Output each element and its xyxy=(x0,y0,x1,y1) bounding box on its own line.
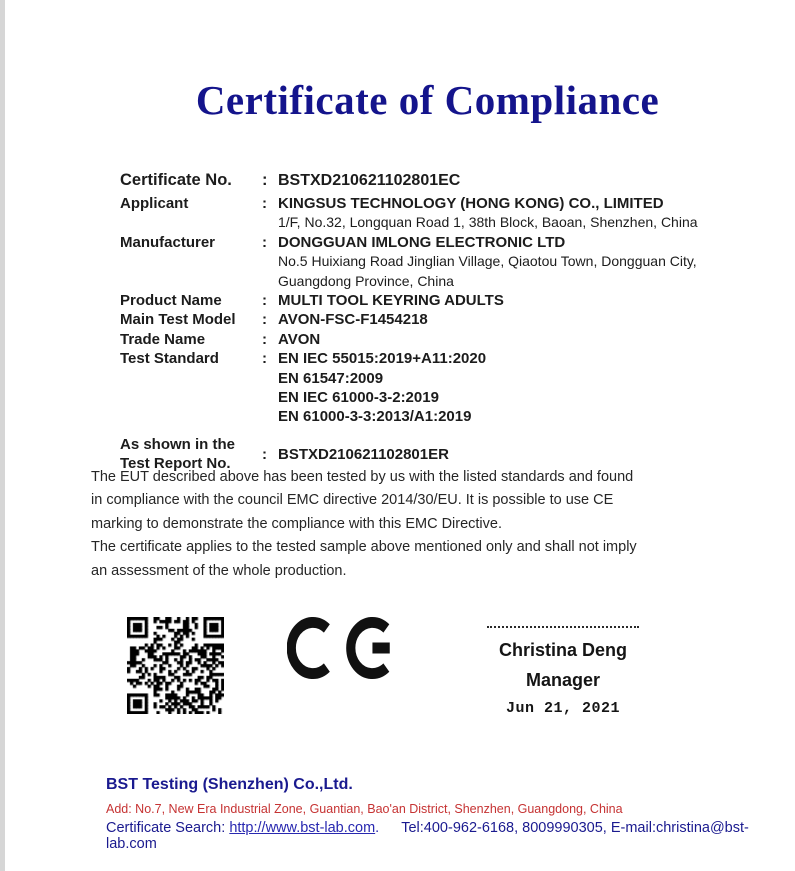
colon-separator: : xyxy=(262,445,267,463)
manufacturer-label: Manufacturer xyxy=(120,233,216,251)
link-suffix: . xyxy=(375,820,380,836)
signature-block xyxy=(468,626,658,717)
certificate-no-label: Certificate No. xyxy=(120,171,232,189)
field-row-product-name xyxy=(120,291,740,310)
colon-separator: : xyxy=(262,195,267,212)
applicant-address: 1/F, No.32, Longquan Road 1, 38th Block, Baoan, Shenzhen, China xyxy=(278,214,698,231)
manufacturer-value: DONGGUAN IMLONG ELECTRONIC LTD xyxy=(278,233,566,251)
certificate-info-table xyxy=(120,170,740,474)
main-test-model-value: AVON-FSC-F1454218 xyxy=(278,311,428,329)
colon-separator: : xyxy=(262,233,267,251)
footer xyxy=(106,776,766,852)
footer-company-name: BST Testing (Shenzhen) Co.,Ltd. xyxy=(106,776,353,793)
trade-name-label: Trade Name xyxy=(120,330,206,348)
certificate-no-value: BSTXD210621102801EC xyxy=(278,172,461,189)
test-standard-label: Test Standard xyxy=(120,350,219,368)
test-report-label: As shown in the Test Report No. xyxy=(120,435,236,473)
page-title: Certificate of Compliance xyxy=(195,77,660,123)
manufacturer-address-line2: Guangdong Province, China xyxy=(278,272,454,289)
test-standard-value-4: EN 61000-3-3:2013/A1:2019 xyxy=(278,408,472,426)
test-standard-value-3: EN IEC 61000-3-2:2019 xyxy=(278,389,439,407)
field-row-test-standard xyxy=(120,349,740,427)
test-report-value: BSTXD210621102801ER xyxy=(278,445,449,463)
statement-line: in compliance with the council EMC directive 2014/30/EU. It is possible to use CE xyxy=(91,492,614,509)
colon-separator: : xyxy=(262,311,267,329)
field-row-manufacturer xyxy=(120,233,740,291)
product-name-value: MULTI TOOL KEYRING ADULTS xyxy=(278,292,504,310)
signer-name: Christina Deng xyxy=(498,640,627,660)
certificate-search-link[interactable]: http://www.bst-lab.com xyxy=(229,820,376,836)
statement-line: marking to demonstrate the compliance with this EMC Directive. xyxy=(91,515,502,532)
signature-date: Jun 21, 2021 xyxy=(505,700,621,717)
field-row-certificate-no xyxy=(120,170,740,191)
colon-separator: : xyxy=(262,330,267,348)
footer-search-line xyxy=(106,820,766,852)
statement-line: The EUT described above has been tested by us with the listed standards and found xyxy=(91,469,634,485)
colon-separator: : xyxy=(262,350,267,368)
statement-line: The certificate applies to the tested sample above mentioned only and shall not imply xyxy=(91,539,637,556)
signature-dotted-line xyxy=(487,626,639,628)
qr-code-image xyxy=(127,617,224,714)
applicant-value: KINGSUS TECHNOLOGY (HONG KONG) CO., LIMITED xyxy=(278,195,664,212)
product-name-label: Product Name xyxy=(120,292,222,310)
colon-separator: : xyxy=(262,292,267,310)
footer-contact-info: Tel:400-962-6168, 8009990305, E-mail:christina@bst-lab.com xyxy=(106,820,749,852)
test-standard-value-1: EN IEC 55015:2019+A11:2020 xyxy=(278,350,487,368)
compliance-statement xyxy=(91,466,731,583)
scan-edge-artifact xyxy=(0,0,5,871)
trade-name-value: AVON xyxy=(278,330,321,348)
field-row-trade-name xyxy=(120,330,740,349)
ce-mark-icon xyxy=(287,616,393,680)
statement-line: an assessment of the whole production. xyxy=(91,562,347,579)
signer-title: Manager xyxy=(525,670,601,690)
field-row-applicant xyxy=(120,194,740,233)
field-row-main-test-model xyxy=(120,310,740,329)
footer-address: Add: No.7, New Era Industrial Zone, Guantian, Bao'an District, Shenzhen, Guangdong, China xyxy=(106,802,623,816)
main-test-model-label: Main Test Model xyxy=(120,311,236,329)
manufacturer-address-line1: No.5 Huixiang Road Jinglian Village, Qiaotou Town, Dongguan City, xyxy=(278,253,697,270)
test-standard-value-2: EN 61547:2009 xyxy=(278,369,384,387)
colon-separator: : xyxy=(262,171,268,189)
certificate-search-label: Certificate Search: xyxy=(106,820,226,836)
applicant-label: Applicant xyxy=(120,195,189,212)
